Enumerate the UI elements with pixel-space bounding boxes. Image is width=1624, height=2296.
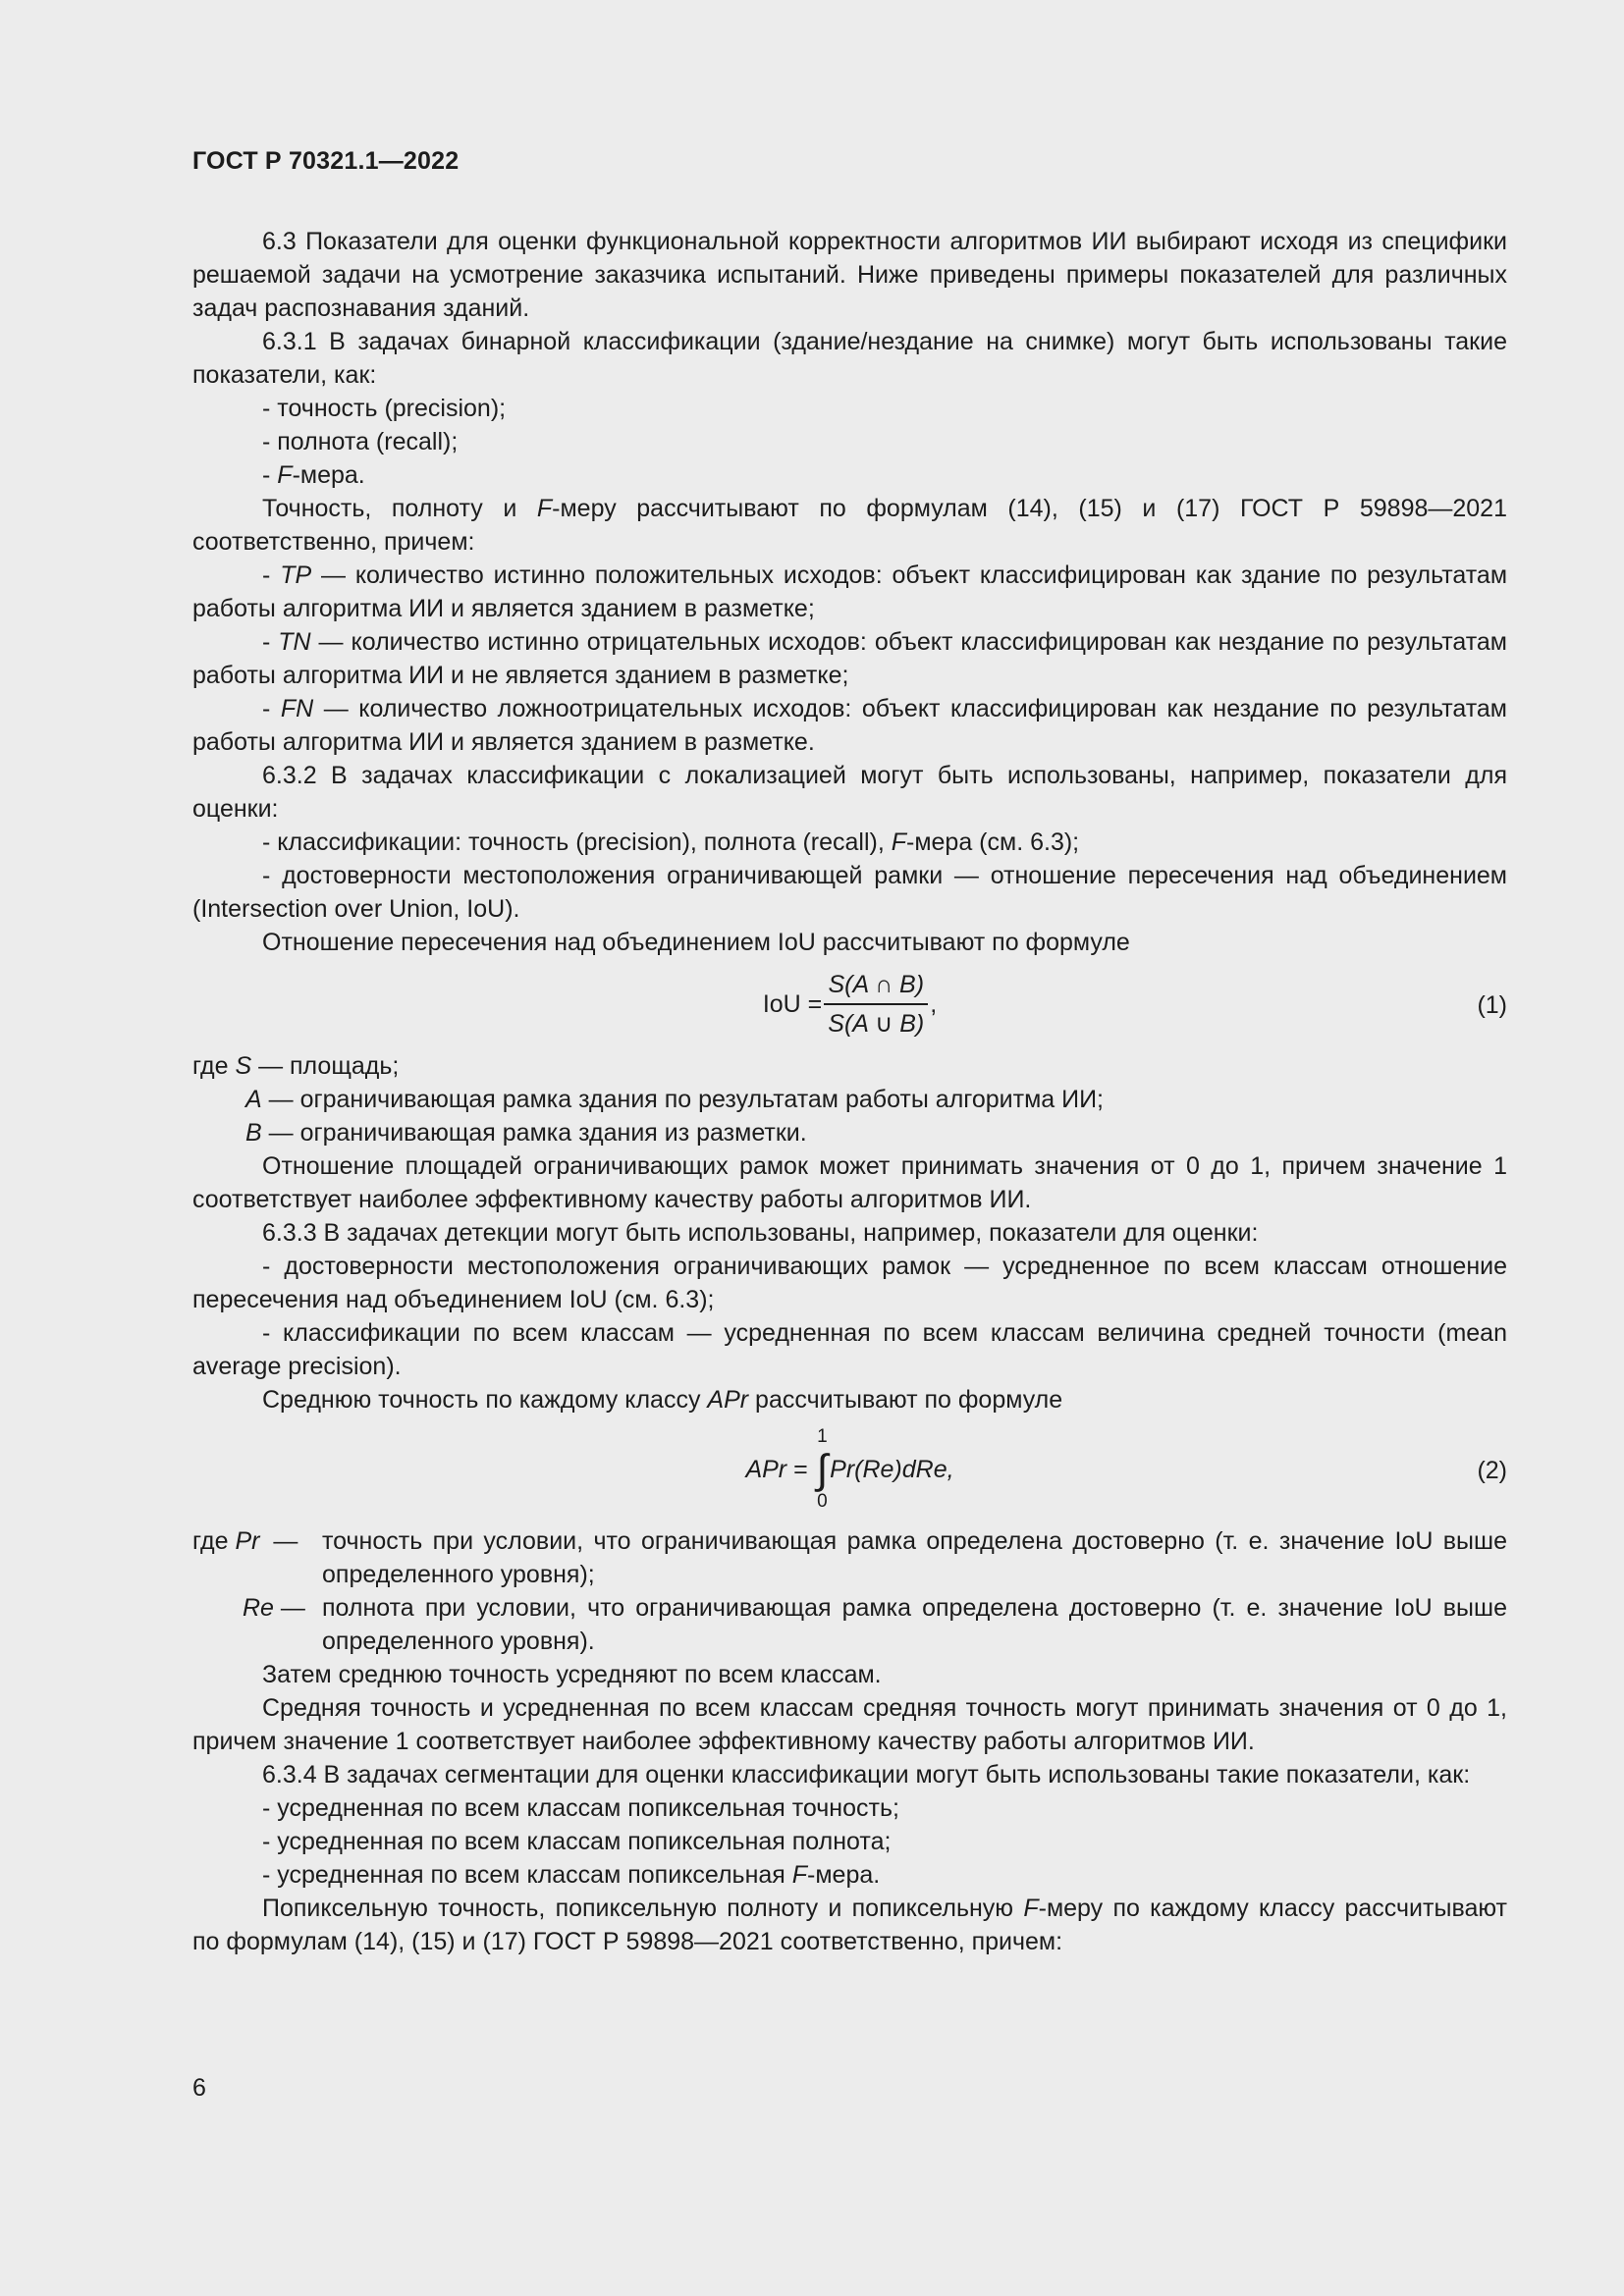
document-header: ГОСТ Р 70321.1—2022 [192, 147, 460, 175]
where-item: где S — площадь; [192, 1052, 400, 1080]
paragraph: Отношение площадей ограничивающих рамок может принимать значения от 0 до 1, причем значение 1 соответствует наиболее эффективному качеству работы алгоритмов ИИ. [192, 1152, 1507, 1213]
list-item: - FN — количество ложноотрицательных исходов: объект классифицирован как нездание по результатам работы алгоритма ИИ и является зданием в разметке. [192, 695, 1507, 756]
list-item: - усредненная по всем классам попиксельная F-мера. [262, 1861, 881, 1889]
fraction-denominator: S(A ∪ B) [828, 1010, 925, 1038]
formula-iou: IoU = $\frac{S(A \cap B)}{S(A \cup B)}$ , (1) [192, 965, 1507, 1043]
paragraph: 6.3.4 В задачах сегментации для оценки классификации могут быть использованы такие показатели, как: [262, 1761, 1471, 1789]
paragraph: Среднюю точность по каждому классу APr рассчитывают по формуле [262, 1386, 1063, 1414]
formula-number: (1) [1477, 991, 1507, 1019]
fraction [824, 968, 928, 1041]
paragraph: Попиксельную точность, попиксельную полноту и попиксельную F-меру по каждому классу рассчитывают по формулам (14), (15) и (17) ГОСТ Р 59898—2021 соответственно, причем: [192, 1895, 1507, 1955]
where-item: Re — полнота при условии, что ограничивающая рамка определена достоверно (т. е. значение IoU выше определенного уровня). [243, 1594, 1507, 1655]
integral-upper-limit: 1 [817, 1426, 828, 1447]
paragraph: 6.3 Показатели для оценки функциональной корректности алгоритмов ИИ выбирают исходя из специфики решаемой задачи на усмотрение заказчика испытаний. Ниже приведены примеры показателей для различных задач распознавания зданий. [192, 228, 1507, 322]
list-item: - классификации по всем классам — усредненная по всем классам величина средней точности (mean average precision). [192, 1319, 1507, 1380]
paragraph: Точность, полноту и F-меру рассчитывают по формулам (14), (15) и (17) ГОСТ Р 59898—2021 соответственно, причем: [192, 495, 1507, 556]
list-item: - TP — количество истинно положительных исходов: объект классифицирован как здание по результатам работы алгоритма ИИ и является зданием в разметке; [192, 561, 1508, 622]
integral-lower-limit: 0 [817, 1491, 828, 1512]
list-item: - TN — количество истинно отрицательных исходов: объект классифицирован как нездание по результатам работы алгоритма ИИ и не является зданием в разметке; [192, 628, 1507, 689]
formula-integrand: Pr(Re)dRe, [830, 1456, 954, 1483]
formula-lhs: IoU = [762, 990, 823, 1018]
page-number: 6 [192, 2074, 206, 2102]
paragraph: Средняя точность и усредненная по всем классам средняя точность могут принимать значения от 0 до 1, причем значение 1 соответствует наиболее эффективному качеству работы алгоритмов ИИ. [192, 1694, 1507, 1755]
paragraph: 6.3.2 В задачах классификации с локализацией могут быть использованы, например, показатели для оценки: [192, 762, 1507, 823]
integral-sign [817, 1427, 829, 1512]
document-body [192, 225, 1507, 1958]
formula-apr: APr = 1 ∫ 0 Pr(Re)dRe, (2) [745, 1426, 1507, 1512]
list-item: - усредненная по всем классам попиксельная точность; [262, 1794, 899, 1822]
formula-number: (2) [1477, 1457, 1507, 1484]
list-item: - полнота (recall); [262, 428, 459, 455]
list-item: - достоверности местоположения ограничивающих рамок — усредненное по всем классам отношение пересечения над объединением IoU (см. 6.3); [192, 1253, 1507, 1313]
formula-lhs: APr [745, 1456, 787, 1483]
integral-icon: ∫ [816, 1446, 829, 1492]
paragraph: 6.3.3 В задачах детекции могут быть использованы, например, показатели для оценки: [262, 1219, 1259, 1247]
list-item: - F-мера. [262, 461, 365, 489]
paragraph: Затем среднюю точность усредняют по всем классам. [262, 1661, 882, 1688]
where-item: A — ограничивающая рамка здания по результатам работы алгоритма ИИ; [245, 1086, 1104, 1113]
list-item: - усредненная по всем классам попиксельная полнота; [262, 1828, 892, 1855]
list-item: - классификации: точность (precision), полнота (recall), F-мера (см. 6.3); [262, 828, 1080, 856]
list-item: - точность (precision); [262, 395, 507, 422]
list-item: - достоверности местоположения ограничивающей рамки — отношение пересечения над объединением (Intersection over Union, IoU). [192, 862, 1507, 923]
paragraph: Отношение пересечения над объединением IoU рассчитывают по формуле [262, 929, 1130, 956]
fraction-numerator: S(A ∩ B) [824, 968, 928, 1005]
where-item: где Pr — точность при условии, что ограничивающая рамка определена достоверно (т. е. значение IoU выше определенного уровня); [192, 1527, 1507, 1588]
where-item: B — ограничивающая рамка здания из разметки. [245, 1119, 807, 1147]
paragraph: 6.3.1 В задачах бинарной классификации (здание/нездание на снимке) могут быть использованы такие показатели, как: [192, 328, 1507, 389]
